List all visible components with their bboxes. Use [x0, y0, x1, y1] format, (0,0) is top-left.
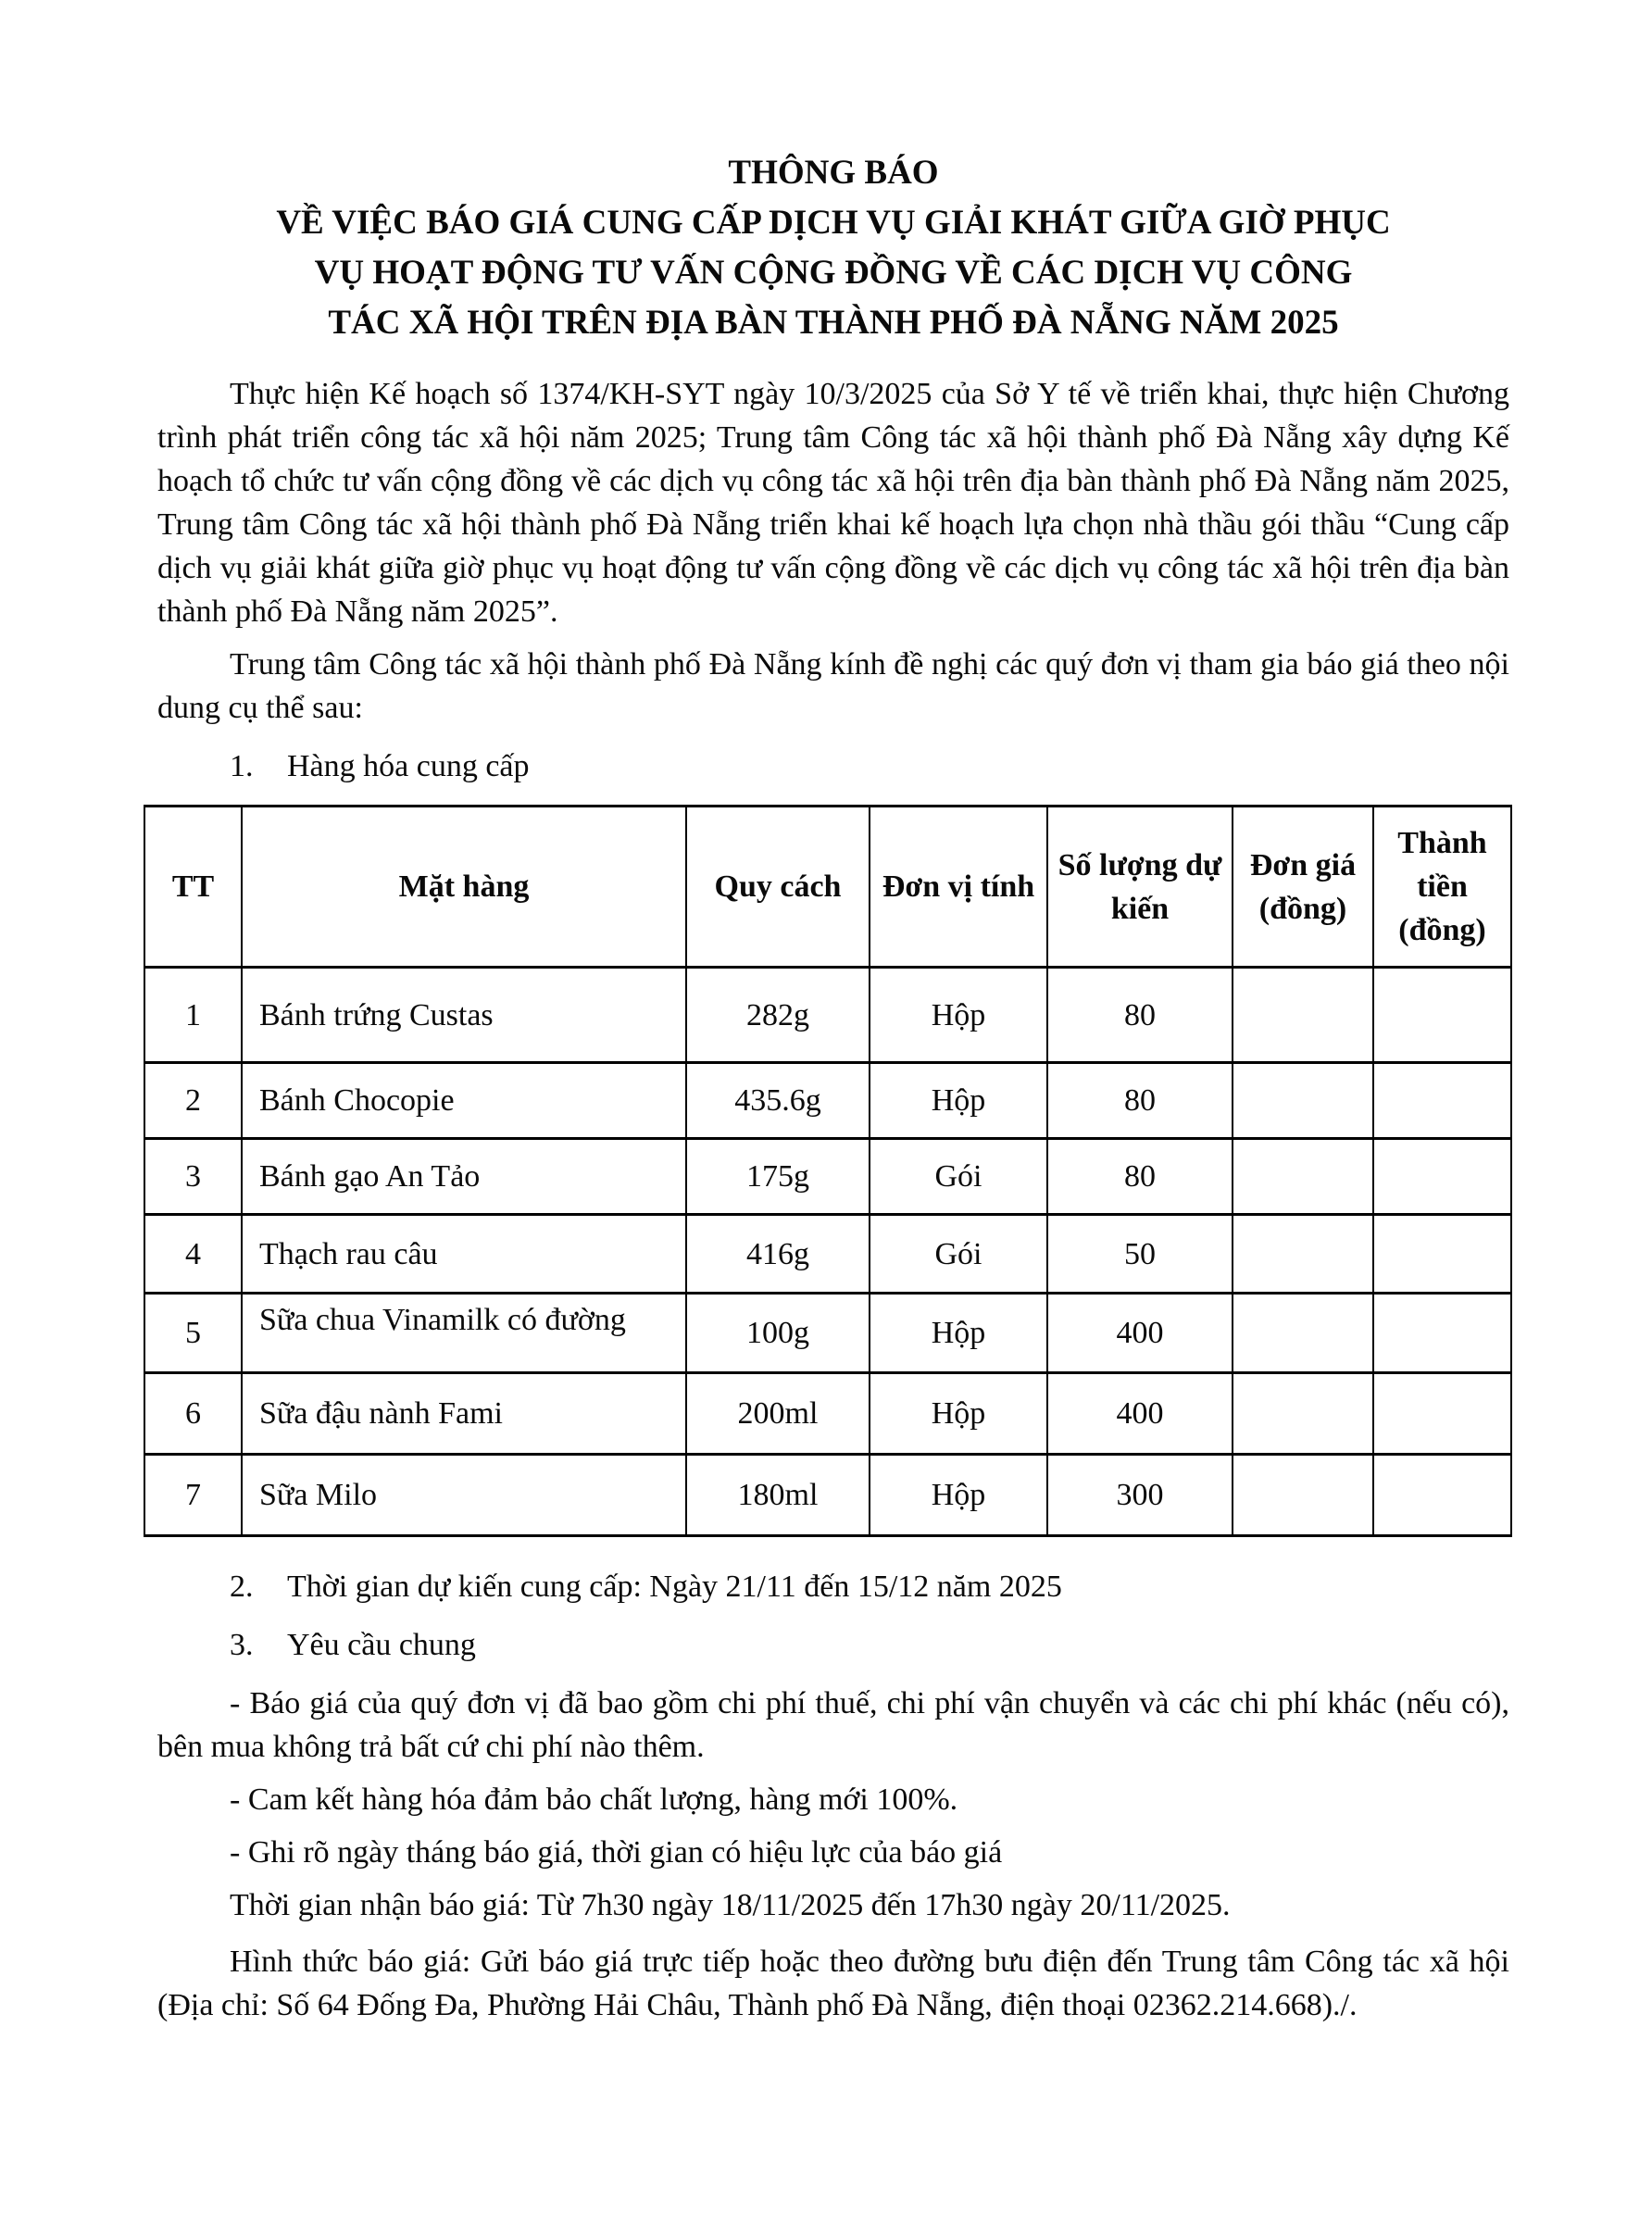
section-3-number: 3. [230, 1628, 254, 1662]
section-3-heading [157, 1623, 1509, 1667]
cell-tt: 4 [144, 1215, 242, 1294]
section-2-number: 2. [230, 1570, 254, 1604]
cell-qty: 80 [1047, 1063, 1233, 1139]
subtitle-line-2: VỤ HOẠT ĐỘNG TƯ VẤN CỘNG ĐỒNG VỀ CÁC DỊCH VỤ CÔNG [314, 254, 1353, 292]
cell-spec: 282g [686, 968, 870, 1063]
document-subtitle [157, 198, 1509, 348]
cell-total [1373, 1139, 1511, 1215]
cell-unit: Hộp [870, 1455, 1047, 1536]
cell-unit: Gói [870, 1215, 1047, 1294]
cell-price [1233, 1455, 1373, 1536]
section-2-label: Thời gian dự kiến cung cấp: Ngày 21/11 đến 15/12 năm 2025 [287, 1570, 1062, 1604]
request-paragraph: Trung tâm Công tác xã hội thành phố Đà Nẵng kính đề nghị các quý đơn vị tham gia báo giá theo nội dung cụ thể sau: [157, 647, 1509, 725]
table-row [144, 968, 1511, 1063]
cell-tt: 6 [144, 1373, 242, 1455]
section-2-heading [157, 1565, 1509, 1608]
cell-spec: 175g [686, 1139, 870, 1215]
receiving-time-paragraph: Thời gian nhận báo giá: Từ 7h30 ngày 18/11/2025 đến 17h30 ngày 20/11/2025. [230, 1888, 1231, 1922]
goods-table [144, 805, 1512, 1537]
cell-spec: 200ml [686, 1373, 870, 1455]
section-3-label: Yêu cầu chung [287, 1628, 476, 1662]
col-header-thanh-tien: Thành tiền (đồng) [1373, 807, 1511, 968]
cell-item: Bánh trứng Custas [242, 968, 686, 1063]
table-row [144, 1373, 1511, 1455]
col-header-so-luong: Số lượng dự kiến [1047, 807, 1233, 968]
section-1-number: 1. [230, 749, 254, 783]
cell-price [1233, 1139, 1373, 1215]
cell-price [1233, 1373, 1373, 1455]
cell-spec: 180ml [686, 1455, 870, 1536]
cell-total [1373, 1063, 1511, 1139]
cell-unit: Gói [870, 1139, 1047, 1215]
section-1-label: Hàng hóa cung cấp [287, 749, 530, 783]
table-row [144, 1294, 1511, 1373]
cell-item: Bánh Chocopie [242, 1063, 686, 1139]
cell-tt: 7 [144, 1455, 242, 1536]
cell-spec: 435.6g [686, 1063, 870, 1139]
cell-unit: Hộp [870, 1294, 1047, 1373]
cell-qty: 80 [1047, 968, 1233, 1063]
col-header-mat-hang: Mặt hàng [242, 807, 686, 968]
cell-price [1233, 1215, 1373, 1294]
cell-item: Bánh gạo An Tảo [242, 1139, 686, 1215]
table-row [144, 1215, 1511, 1294]
cell-price [1233, 1063, 1373, 1139]
cell-item: Sữa Milo [242, 1455, 686, 1536]
subtitle-line-3: TÁC XÃ HỘI TRÊN ĐỊA BÀN THÀNH PHỐ ĐÀ NẴNG NĂM 2025 [328, 304, 1339, 342]
cell-tt: 5 [144, 1294, 242, 1373]
cell-total [1373, 968, 1511, 1063]
cell-spec: 100g [686, 1294, 870, 1373]
submission-method-paragraph: Hình thức báo giá: Gửi báo giá trực tiếp hoặc theo đường bưu điện đến Trung tâm Công tác xã hội (Địa chỉ: Số 64 Đống Đa, Phường Hải Châu, Thành phố Đà Nẵng, điện thoại 02362.214.668)./. [157, 1945, 1509, 2022]
clipped-item-text: Sữa chua Vinamilk có đường [259, 1302, 626, 1337]
cell-item: Thạch rau câu [242, 1215, 686, 1294]
table-row [144, 1063, 1511, 1139]
col-header-don-gia: Đơn giá (đồng) [1233, 807, 1373, 968]
cell-unit: Hộp [870, 1373, 1047, 1455]
cell-qty: 80 [1047, 1139, 1233, 1215]
cell-tt: 2 [144, 1063, 242, 1139]
cell-qty: 300 [1047, 1455, 1233, 1536]
col-header-don-vi-tinh: Đơn vị tính [870, 807, 1047, 968]
cell-total [1373, 1455, 1511, 1536]
cell-total [1373, 1215, 1511, 1294]
col-header-tt: TT [144, 807, 242, 968]
requirement-item-1: - Báo giá của quý đơn vị đã bao gồm chi phí thuế, chi phí vận chuyển và các chi phí khác (nếu có), bên mua không trả bất cứ chi phí nào thêm. [157, 1686, 1509, 1764]
table-row [144, 1455, 1511, 1536]
table-row [144, 1139, 1511, 1215]
cell-spec: 416g [686, 1215, 870, 1294]
cell-qty: 400 [1047, 1294, 1233, 1373]
cell-total [1373, 1373, 1511, 1455]
cell-item: Sữa đậu nành Fami [242, 1373, 686, 1455]
intro-paragraph: Thực hiện Kế hoạch số 1374/KH-SYT ngày 10/3/2025 của Sở Y tế về triển khai, thực hiện Chương trình phát triển công tác xã hội năm 2025; Trung tâm Công tác xã hội thành phố Đà Nẵng xây dựng Kế hoạch tổ chức tư vấn cộng đồng về các dịch vụ công tác xã hội trên địa bàn thành phố Đà Nẵng năm 2025, Trung tâm Công tác xã hội thành phố Đà Nẵng triển khai kế hoạch lựa chọn nhà thầu gói thầu “Cung cấp dịch vụ giải khát giữa giờ phục vụ hoạt động tư vấn cộng đồng về các dịch vụ công tác xã hội trên địa bàn thành phố Đà Nẵng năm 2025”. [157, 377, 1509, 629]
cell-price [1233, 1294, 1373, 1373]
subtitle-line-1: VỀ VIỆC BÁO GIÁ CUNG CẤP DỊCH VỤ GIẢI KHÁT GIỮA GIỜ PHỤC [276, 204, 1391, 242]
table-header-row [144, 807, 1511, 968]
cell-qty: 400 [1047, 1373, 1233, 1455]
cell-unit: Hộp [870, 1063, 1047, 1139]
cell-qty: 50 [1047, 1215, 1233, 1294]
cell-unit: Hộp [870, 968, 1047, 1063]
cell-price [1233, 968, 1373, 1063]
cell-tt: 3 [144, 1139, 242, 1215]
cell-total [1373, 1294, 1511, 1373]
document-title: THÔNG BÁO [728, 154, 939, 192]
requirement-item-2: - Cam kết hàng hóa đảm bảo chất lượng, hàng mới 100%. [230, 1782, 958, 1817]
cell-tt: 1 [144, 968, 242, 1063]
col-header-quy-cach: Quy cách [686, 807, 870, 968]
section-1-heading [157, 744, 1509, 788]
cell-item [242, 1294, 686, 1373]
requirement-item-3: - Ghi rõ ngày tháng báo giá, thời gian có hiệu lực của báo giá [230, 1835, 1003, 1870]
